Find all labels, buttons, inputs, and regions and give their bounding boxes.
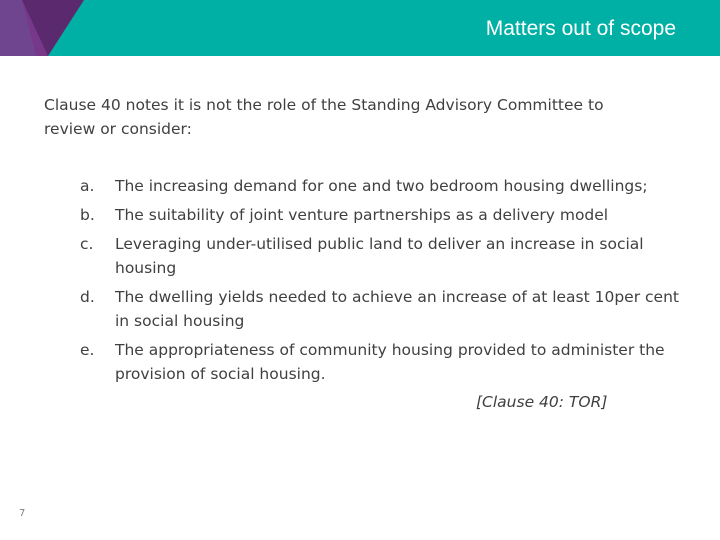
list-item [80,174,690,198]
list-item [80,285,690,333]
corner-logo-icon [0,0,84,56]
list-item-text: The appropriateness of community housing provided to administer the provision of social housing. [115,341,665,383]
list-item-text: The increasing demand for one and two bedroom housing dwellings; [115,177,648,195]
intro-paragraph: Clause 40 notes it is not the role of the Standing Advisory Committee to review or consider: [44,96,604,138]
list-marker: d. [80,288,95,306]
slide-title: Matters out of scope [485,17,676,40]
list-item [80,232,690,280]
list-marker: a. [80,177,95,195]
scope-list [80,174,690,391]
list-item [80,338,690,386]
list-item [80,203,690,227]
list-marker: c. [80,235,94,253]
list-item-text: The dwelling yields needed to achieve an increase of at least 10per cent in social housing [115,288,679,330]
clause-citation: [Clause 40: TOR] [476,393,608,411]
list-item-text: Leveraging under-utilised public land to deliver an increase in social housing [115,235,644,277]
list-marker: b. [80,206,95,224]
header-bar [0,0,720,56]
page-number: 7 [19,508,26,519]
list-item-text: The suitability of joint venture partnerships as a delivery model [115,206,609,224]
list-marker: e. [80,341,95,359]
